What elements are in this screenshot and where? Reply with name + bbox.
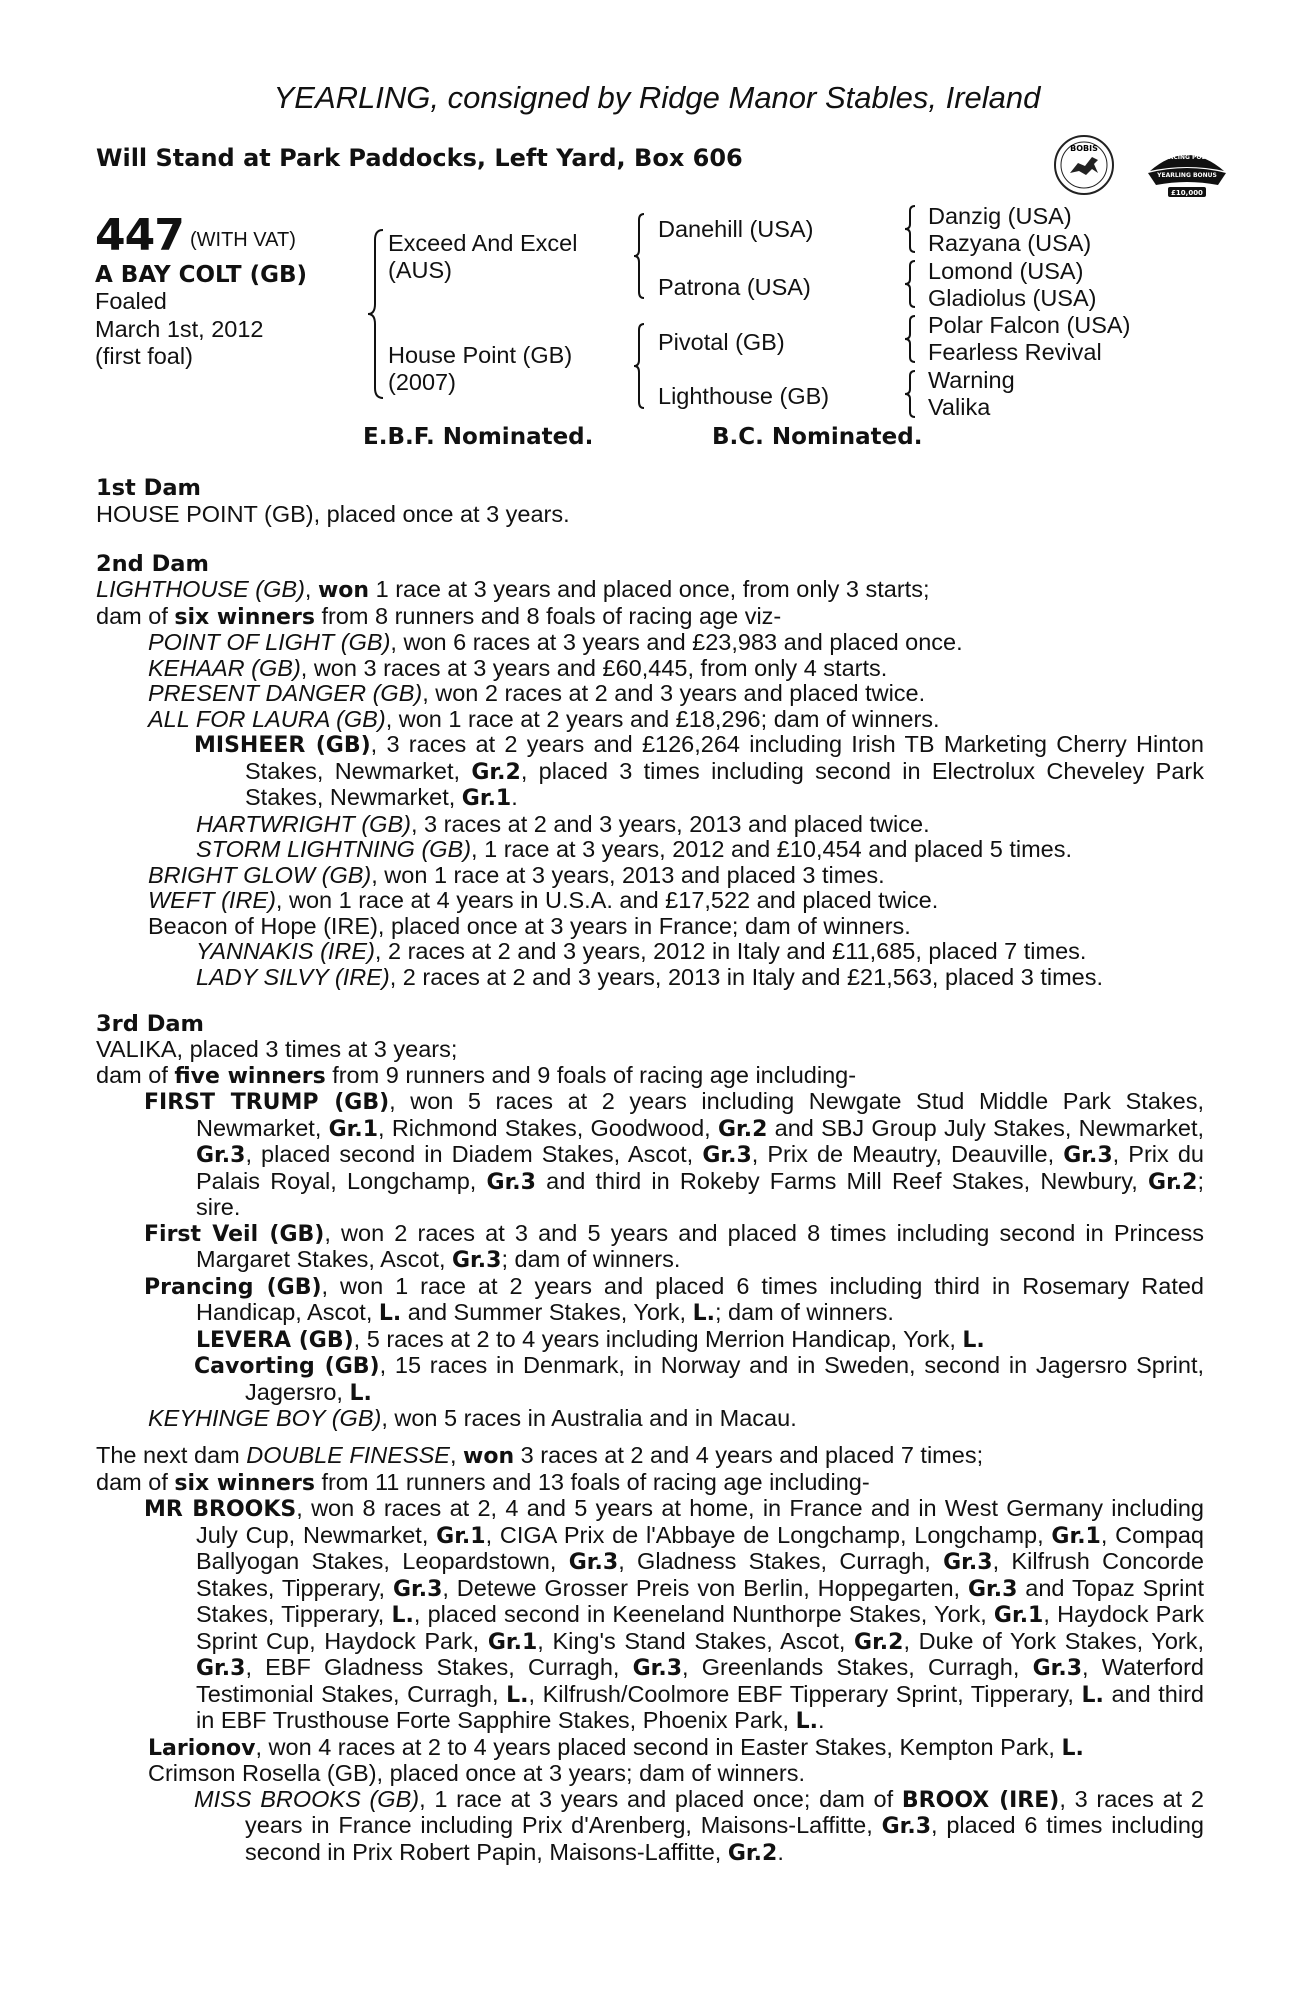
first-dam-heading: 1st Dam <box>96 475 201 501</box>
ggs-brace-4 <box>903 369 919 419</box>
produce-entry: Beacon of Hope (IRE), placed once at 3 years in France; dam of winners. <box>148 912 911 939</box>
produce-entry: MISS BROOKS (GB), 1 race at 3 years and placed once; dam of BROOX (IRE), 3 races at 2 years in France including Prix d'Arenberg, Maisons-Laffitte, Gr.3, placed 6 times including second in Prix Robert Papin, Maisons-Laffitte, Gr.2. <box>194 1785 1205 1866</box>
lot-number: 447 <box>95 210 184 261</box>
grandsire-3: Pivotal (GB) <box>658 329 785 355</box>
sire-line-brace <box>632 212 648 300</box>
second-dam-line: LIGHTHOUSE (GB), won 1 race at 3 years and placed once, from only 3 starts; <box>96 576 930 603</box>
produce-entry: POINT OF LIGHT (GB), won 6 races at 3 years and £23,983 and placed once. <box>148 629 963 655</box>
ggs-brace-3 <box>903 314 919 364</box>
next-dam-section <box>96 1443 1204 1866</box>
horse-name: A BAY COLT (GB) <box>95 262 308 288</box>
dam-year: (2007) <box>388 369 456 395</box>
ggs-7: Warning <box>928 367 1015 393</box>
produce-entry: STORM LIGHTNING (GB), 1 race at 3 years, 2012 and £10,454 and placed 5 times. <box>196 836 1073 862</box>
produce-entry: FIRST TRUMP (GB), won 5 races at 2 years including Newgate Stud Middle Park Stakes, Newmarket, Gr.1, Richmond Stakes, Goodwood, Gr.2 and SBJ Group July Stakes, Newmarket, Gr.3, placed second in Diadem Stakes, Ascot, Gr.3, Prix de Meautry, Deauville, Gr.3, Prix du Palais Royal, Longchamp, Gr.3 and third in Rokeby Farms Mill Reef Stakes, Newbury, Gr.2; sire. <box>144 1088 1205 1220</box>
third-dam-produce-line: dam of five winners from 9 runners and 9 foals of racing age including- <box>96 1061 857 1089</box>
produce-entry: BRIGHT GLOW (GB), won 1 race at 3 years, 2013 and placed 3 times. <box>148 861 885 888</box>
racing-post-bonus-badge-icon <box>1146 141 1228 201</box>
second-dam-heading: 2nd Dam <box>96 551 209 577</box>
bobis-badge-icon <box>1052 133 1116 197</box>
badge-rp-amount: £10,000 <box>1171 189 1203 197</box>
produce-entry: MR BROOKS, won 8 races at 2, 4 and 5 years at home, in France and in West Germany including July Cup, Newmarket, Gr.1, CIGA Prix de l'Abbaye de Longchamp, Longchamp, Gr.1, Compaq Ballyogan Stakes, Leopardstown, Gr.3, Gladness Stakes, Curragh, Gr.3, Kilfrush Concorde Stakes, Tipperary, Gr.3, Detewe Grosser Preis von Berlin, Hoppegarten, Gr.3 and Topaz Sprint Stakes, Tipperary, L., placed second in Keeneland Nunthorpe Stakes, York, Gr.1, Haydock Park Sprint Cup, Haydock Park, Gr.1, King's Stand Stakes, Ascot, Gr.2, Duke of York Stakes, York, Gr.3, EBF Gladness Stakes, Curragh, Gr.3, Greenlands Stakes, Curragh, Gr.3, Waterford Testimonial Stakes, Curragh, L., Kilfrush/Coolmore EBF Tipperary Sprint, Tipperary, L. and third in EBF Trusthouse Forte Sapphire Stakes, Phoenix Park, L.. <box>144 1495 1205 1734</box>
produce-entry: Larionov, won 4 races at 2 to 4 years placed second in Easter Stakes, Kempton Park, L. <box>148 1733 1084 1761</box>
third-dam-line: VALIKA, placed 3 times at 3 years; <box>96 1036 458 1062</box>
ggs-6: Fearless Revival <box>928 339 1102 365</box>
sire-name: Exceed And Excel <box>388 230 578 256</box>
foaled-label: Foaled <box>95 288 167 314</box>
page-title: YEARLING, consigned by Ridge Manor Stables, Ireland <box>273 80 1041 115</box>
produce-entry: MISHEER (GB), 3 races at 2 years and £126,264 including Irish TB Marketing Cherry Hinton Stakes, Newmarket, Gr.2, placed 3 times including second in Electrolux Cheveley Park Stakes, Newmarket, Gr.1. <box>194 731 1204 811</box>
produce-entry: YANNAKIS (IRE), 2 races at 2 and 3 years, 2012 in Italy and £11,685, placed 7 times. <box>196 938 1087 964</box>
foaled-date: March 1st, 2012 <box>95 316 264 342</box>
first-foal-note: (first foal) <box>95 343 193 369</box>
produce-entry: WEFT (IRE), won 1 race at 4 years in U.S.A. and £17,522 and placed twice. <box>148 887 939 913</box>
sire-origin: (AUS) <box>388 257 452 283</box>
second-dam-section <box>96 577 1204 990</box>
badge-rp-mid: YEARLING BONUS <box>1157 172 1217 179</box>
produce-entry: LEVERA (GB), 5 races at 2 to 4 years including Merrion Handicap, York, L. <box>196 1325 985 1353</box>
ggs-8: Valika <box>928 394 991 420</box>
grandsire-1: Danehill (USA) <box>658 216 814 242</box>
bobis-text: BOBIS <box>1070 144 1098 153</box>
ggs-1: Danzig (USA) <box>928 203 1072 229</box>
third-dam-heading: 3rd Dam <box>96 1011 204 1037</box>
ggs-3: Lomond (USA) <box>928 258 1084 284</box>
produce-entry: First Veil (GB), won 2 races at 3 and 5 years and placed 8 times including second in Princess Margaret Stakes, Ascot, Gr.3; dam of winners. <box>144 1219 1204 1273</box>
produce-entry: HARTWRIGHT (GB), 3 races at 2 and 3 years, 2013 and placed twice. <box>196 810 930 837</box>
ggs-5: Polar Falcon (USA) <box>928 312 1131 338</box>
produce-entry: KEYHINGE BOY (GB), won 5 races in Australia and in Macau. <box>148 1405 797 1431</box>
ggs-brace-2 <box>903 259 919 309</box>
produce-entry: PRESENT DANGER (GB), won 2 races at 2 and 3 years and placed twice. <box>148 680 926 706</box>
lot-vat: (WITH VAT) <box>190 229 296 251</box>
produce-entry: Prancing (GB), won 1 race at 2 years and placed 6 times including third in Rosemary Rated Handicap, Ascot, L. and Summer Stakes, York, L.; dam of winners. <box>144 1272 1204 1326</box>
ebf-nominated: E.B.F. Nominated. <box>363 424 594 450</box>
produce-entry: Crimson Rosella (GB), placed once at 3 years; dam of winners. <box>148 1760 805 1786</box>
second-dam-produce-line: dam of six winners from 8 runners and 8 foals of racing age viz- <box>96 602 782 630</box>
ggs-2: Razyana (USA) <box>928 230 1092 256</box>
sire-dam-brace <box>365 228 389 400</box>
dam-name: House Point (GB) <box>388 342 573 368</box>
third-dam-section <box>96 1037 1204 1432</box>
grandsire-4: Lighthouse (GB) <box>658 383 830 409</box>
dam-line-brace <box>632 322 648 410</box>
first-dam-text: HOUSE POINT (GB), placed once at 3 years. <box>96 501 570 527</box>
badge-rp-top: RACING POST <box>1164 154 1210 161</box>
bc-nominated: B.C. Nominated. <box>712 424 923 450</box>
ggs-brace-1 <box>903 204 919 254</box>
grandsire-2: Patrona (USA) <box>658 274 811 300</box>
next-dam-line: The next dam DOUBLE FINESSE, won 3 races at 2 and 4 years and placed 7 times; <box>96 1442 984 1469</box>
produce-entry: Cavorting (GB), 15 races in Denmark, in Norway and in Sweden, second in Jagersro Sprint, Jagersro, L. <box>194 1352 1205 1406</box>
produce-entry: KEHAAR (GB), won 3 races at 3 years and £60,445, from only 4 starts. <box>148 654 888 681</box>
stand-location: Will Stand at Park Paddocks, Left Yard, Box 606 <box>96 144 743 172</box>
next-dam-produce-line: dam of six winners from 11 runners and 13 foals of racing age including- <box>96 1468 870 1496</box>
produce-entry: LADY SILVY (IRE), 2 races at 2 and 3 years, 2013 in Italy and £21,563, placed 3 times. <box>196 963 1104 990</box>
ggs-4: Gladiolus (USA) <box>928 285 1097 311</box>
produce-entry: ALL FOR LAURA (GB), won 1 race at 2 years and £18,296; dam of winners. <box>148 705 940 732</box>
